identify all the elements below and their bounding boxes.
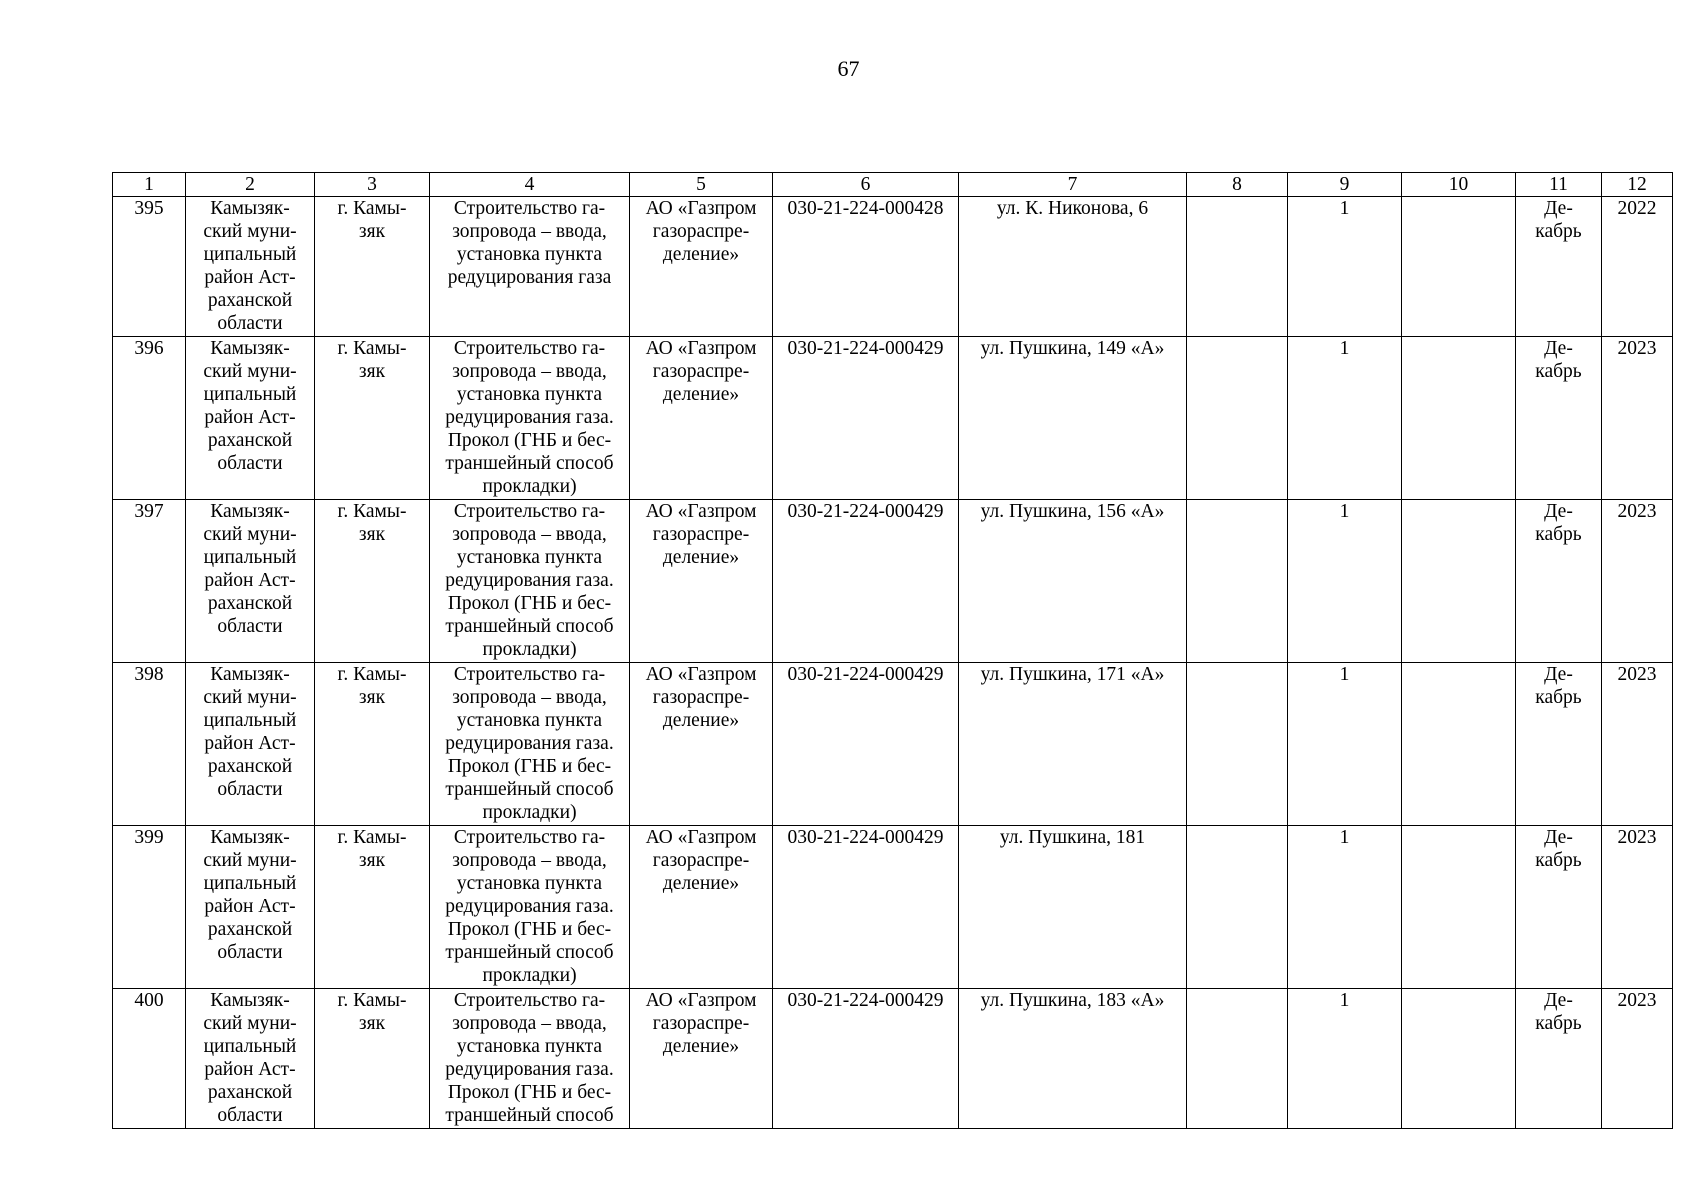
count-cell: 1 <box>1288 989 1402 1129</box>
object-code-cell: 030-21-224-000429 <box>773 989 959 1129</box>
gas-register-table <box>112 172 1673 1129</box>
work-description-cell: Строительство га- зопровода – ввода, установка пункта редуцирования газа. Прокол (ГНБ и бес- траншейный способ прокладки) <box>430 500 630 663</box>
count-cell: 1 <box>1288 663 1402 826</box>
column-number-2: 2 <box>186 173 315 197</box>
address-cell: ул. Пушкина, 183 «А» <box>959 989 1187 1129</box>
table-row <box>113 337 1673 500</box>
organization-cell: АО «Газпром газораспре- деление» <box>630 663 773 826</box>
district-cell: Камызяк- ский муни- ципальный район Аст- раханской области <box>186 337 315 500</box>
organization-cell: АО «Газпром газораспре- деление» <box>630 989 773 1129</box>
month-cell: Де- кабрь <box>1516 989 1602 1129</box>
year-cell: 2023 <box>1602 989 1673 1129</box>
organization-cell: АО «Газпром газораспре- деление» <box>630 337 773 500</box>
column-8-cell <box>1187 197 1288 337</box>
district-cell: Камызяк- ский муни- ципальный район Аст- раханской области <box>186 989 315 1129</box>
address-cell: ул. К. Никонова, 6 <box>959 197 1187 337</box>
settlement-cell: г. Камы- зяк <box>315 826 430 989</box>
column-number-6: 6 <box>773 173 959 197</box>
year-cell: 2023 <box>1602 663 1673 826</box>
column-10-cell <box>1402 500 1516 663</box>
column-number-3: 3 <box>315 173 430 197</box>
column-10-cell <box>1402 989 1516 1129</box>
row-number: 395 <box>113 197 186 337</box>
work-description-cell: Строительство га- зопровода – ввода, установка пункта редуцирования газа. Прокол (ГНБ и бес- траншейный способ прокладки) <box>430 826 630 989</box>
row-number: 396 <box>113 337 186 500</box>
column-number-7: 7 <box>959 173 1187 197</box>
page-number: 67 <box>837 56 860 81</box>
column-number-9: 9 <box>1288 173 1402 197</box>
column-10-cell <box>1402 663 1516 826</box>
district-cell: Камызяк- ский муни- ципальный район Аст- раханской области <box>186 500 315 663</box>
organization-cell: АО «Газпром газораспре- деление» <box>630 500 773 663</box>
work-description-cell: Строительство га- зопровода – ввода, установка пункта редуцирования газа. Прокол (ГНБ и бес- траншейный способ <box>430 989 630 1129</box>
settlement-cell: г. Камы- зяк <box>315 197 430 337</box>
year-cell: 2023 <box>1602 826 1673 989</box>
count-cell: 1 <box>1288 826 1402 989</box>
count-cell: 1 <box>1288 197 1402 337</box>
address-cell: ул. Пушкина, 149 «А» <box>959 337 1187 500</box>
year-cell: 2023 <box>1602 500 1673 663</box>
column-number-8: 8 <box>1187 173 1288 197</box>
settlement-cell: г. Камы- зяк <box>315 989 430 1129</box>
column-number-12: 12 <box>1602 173 1673 197</box>
organization-cell: АО «Газпром газораспре- деление» <box>630 197 773 337</box>
year-cell: 2022 <box>1602 197 1673 337</box>
column-8-cell <box>1187 826 1288 989</box>
column-number-11: 11 <box>1516 173 1602 197</box>
column-number-row <box>113 173 1673 197</box>
column-number-10: 10 <box>1402 173 1516 197</box>
table-row <box>113 989 1673 1129</box>
work-description-cell: Строительство га- зопровода – ввода, установка пункта редуцирования газа. Прокол (ГНБ и бес- траншейный способ прокладки) <box>430 663 630 826</box>
column-number-4: 4 <box>430 173 630 197</box>
column-8-cell <box>1187 663 1288 826</box>
column-8-cell <box>1187 500 1288 663</box>
organization-cell: АО «Газпром газораспре- деление» <box>630 826 773 989</box>
column-number-5: 5 <box>630 173 773 197</box>
column-10-cell <box>1402 826 1516 989</box>
row-number: 400 <box>113 989 186 1129</box>
work-description-cell: Строительство га- зопровода – ввода, установка пункта редуцирования газа. Прокол (ГНБ и бес- траншейный способ прокладки) <box>430 337 630 500</box>
count-cell: 1 <box>1288 500 1402 663</box>
settlement-cell: г. Камы- зяк <box>315 663 430 826</box>
table-row <box>113 663 1673 826</box>
settlement-cell: г. Камы- зяк <box>315 500 430 663</box>
month-cell: Де- кабрь <box>1516 197 1602 337</box>
count-cell: 1 <box>1288 337 1402 500</box>
month-cell: Де- кабрь <box>1516 500 1602 663</box>
row-number: 398 <box>113 663 186 826</box>
object-code-cell: 030-21-224-000429 <box>773 663 959 826</box>
address-cell: ул. Пушкина, 181 <box>959 826 1187 989</box>
district-cell: Камызяк- ский муни- ципальный район Аст- раханской области <box>186 197 315 337</box>
month-cell: Де- кабрь <box>1516 826 1602 989</box>
object-code-cell: 030-21-224-000429 <box>773 337 959 500</box>
work-description-cell: Строительство га- зопровода – ввода, установка пункта редуцирования газа <box>430 197 630 337</box>
settlement-cell: г. Камы- зяк <box>315 337 430 500</box>
object-code-cell: 030-21-224-000429 <box>773 500 959 663</box>
row-number: 399 <box>113 826 186 989</box>
month-cell: Де- кабрь <box>1516 663 1602 826</box>
column-8-cell <box>1187 337 1288 500</box>
column-10-cell <box>1402 337 1516 500</box>
table-row <box>113 197 1673 337</box>
address-cell: ул. Пушкина, 156 «А» <box>959 500 1187 663</box>
object-code-cell: 030-21-224-000429 <box>773 826 959 989</box>
district-cell: Камызяк- ский муни- ципальный район Аст- раханской области <box>186 663 315 826</box>
year-cell: 2023 <box>1602 337 1673 500</box>
object-code-cell: 030-21-224-000428 <box>773 197 959 337</box>
column-8-cell <box>1187 989 1288 1129</box>
row-number: 397 <box>113 500 186 663</box>
address-cell: ул. Пушкина, 171 «А» <box>959 663 1187 826</box>
column-number-1: 1 <box>113 173 186 197</box>
month-cell: Де- кабрь <box>1516 337 1602 500</box>
district-cell: Камызяк- ский муни- ципальный район Аст- раханской области <box>186 826 315 989</box>
column-10-cell <box>1402 197 1516 337</box>
table-row <box>113 826 1673 989</box>
table-row <box>113 500 1673 663</box>
